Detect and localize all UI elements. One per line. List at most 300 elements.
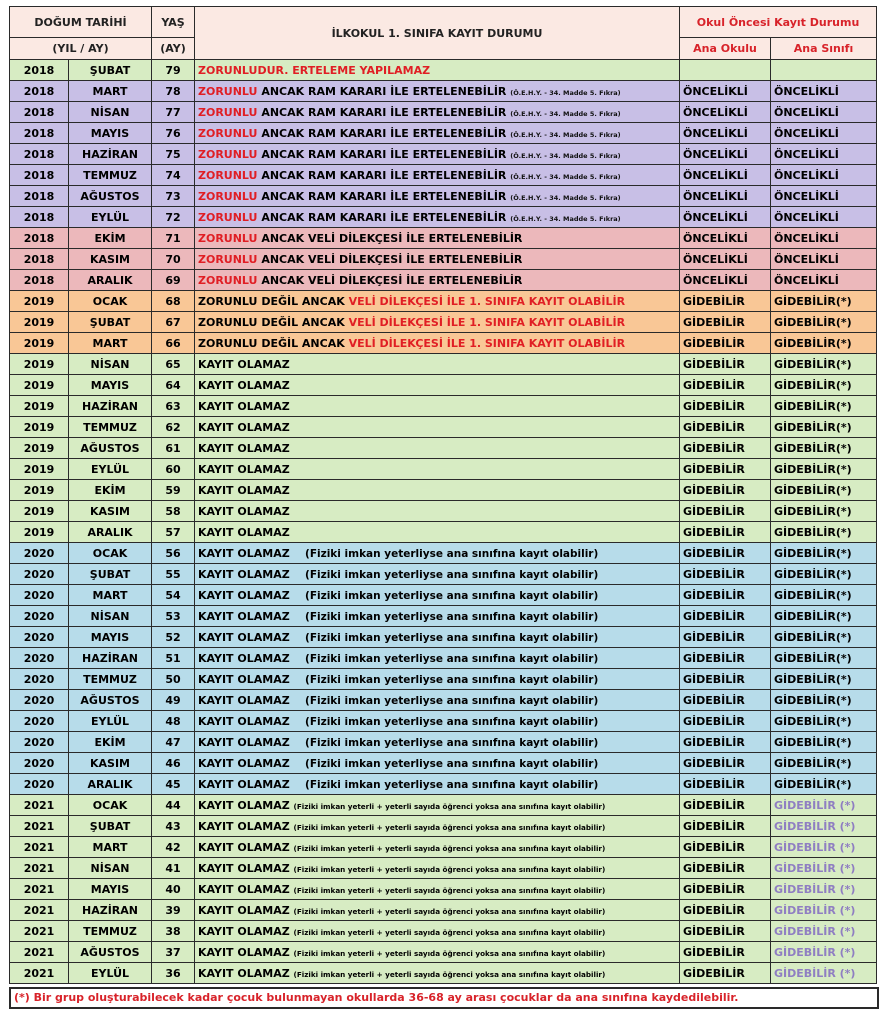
status-cell [195,186,680,207]
table-row [10,963,877,984]
header-yil-ay: (YIL / AY) [10,38,152,60]
age-cell: 76 [152,123,195,144]
age-cell: 36 [152,963,195,984]
age-cell: 56 [152,543,195,564]
month-cell: HAZİRAN [69,144,152,165]
status-veli: ANCAK VELİ DİLEKÇESİ İLE ERTELENEBİLİR [257,231,523,245]
ana-sinifi-cell [771,795,877,816]
status-ram-reference: (Ö.E.H.Y. - 34. Madde 5. Fıkra) [510,214,621,223]
table-row [10,648,877,669]
month-cell: AĞUSTOS [69,438,152,459]
ana-okulu-value: GİDEBİLİR [683,588,745,602]
ana-sinifi-cell [771,438,877,459]
age-cell: 50 [152,669,195,690]
month-cell: KASIM [69,753,152,774]
age-cell: 72 [152,207,195,228]
ana-okulu-value: GİDEBİLİR [683,357,745,371]
table-row [10,879,877,900]
age-cell: 45 [152,774,195,795]
year-cell: 2020 [10,564,69,585]
status-ram: ANCAK RAM KARARI İLE ERTELENEBİLİR [257,84,511,98]
ana-okulu-value: GİDEBİLİR [683,714,745,728]
status-kayit-olamaz: KAYIT OLAMAZ [198,903,290,917]
table-row [10,942,877,963]
status-fiziki-2021: (Fiziki imkan yeterli + yeterli sayıda öğrenci yoksa ana sınıfına kayıt olabilir) [293,843,606,853]
month-cell: OCAK [69,543,152,564]
year-cell: 2020 [10,711,69,732]
status-cell [195,270,680,291]
ana-sinifi-cell [771,417,877,438]
enrollment-sheet [9,6,876,1009]
ana-okulu-cell [680,627,771,648]
status-cell [195,375,680,396]
status-cell [195,522,680,543]
year-cell: 2020 [10,627,69,648]
ana-sinifi-cell [771,81,877,102]
status-cell [195,858,680,879]
status-cell [195,60,680,81]
ana-sinifi-cell [771,648,877,669]
status-kayit-olamaz: KAYIT OLAMAZ [198,420,290,434]
status-kayit-olamaz: KAYIT OLAMAZ [198,504,290,518]
month-cell: TEMMUZ [69,165,152,186]
ana-sinifi-value: ÖNCELİKLİ [774,273,839,287]
ana-sinifi-cell [771,879,877,900]
table-row [10,438,877,459]
month-cell: MART [69,81,152,102]
table-row [10,564,877,585]
ana-sinifi-cell [771,480,877,501]
year-cell: 2020 [10,753,69,774]
year-cell: 2021 [10,921,69,942]
status-fiziki-2021: (Fiziki imkan yeterli + yeterli sayıda öğrenci yoksa ana sınıfına kayıt olabilir) [293,822,606,832]
month-cell: NİSAN [69,354,152,375]
age-cell: 75 [152,144,195,165]
status-cell [195,249,680,270]
age-cell: 41 [152,858,195,879]
ana-sinifi-cell [771,963,877,984]
ana-sinifi-value: GİDEBİLİR(*) [774,567,852,581]
ana-sinifi-value: GİDEBİLİR(*) [774,315,852,329]
status-cell [195,690,680,711]
ana-okulu-value: GİDEBİLİR [683,903,745,917]
ana-sinifi-value: ÖNCELİKLİ [774,147,839,161]
year-cell: 2019 [10,501,69,522]
status-cell [195,753,680,774]
ana-sinifi-cell [771,312,877,333]
year-cell: 2018 [10,270,69,291]
month-cell: AĞUSTOS [69,942,152,963]
year-cell: 2019 [10,459,69,480]
ana-sinifi-cell [771,900,877,921]
status-kayit-olamaz: KAYIT OLAMAZ [198,441,290,455]
ana-sinifi-cell [771,732,877,753]
ana-okulu-value: GİDEBİLİR [683,336,745,350]
status-fiziki-2021: (Fiziki imkan yeterli + yeterli sayıda öğrenci yoksa ana sınıfına kayıt olabilir) [293,885,606,895]
month-cell: ŞUBAT [69,312,152,333]
year-cell: 2019 [10,480,69,501]
status-zorunlu: ZORUNLU [198,126,258,140]
ana-okulu-value: GİDEBİLİR [683,945,745,959]
status-kayit-olamaz: KAYIT OLAMAZ [198,861,290,875]
age-cell: 38 [152,921,195,942]
year-cell: 2019 [10,312,69,333]
status-zorunlu: ZORUNLU [198,168,258,182]
ana-sinifi-value: GİDEBİLİR (*) [774,882,856,896]
year-cell: 2020 [10,690,69,711]
status-kayit-olamaz: KAYIT OLAMAZ [198,378,290,392]
ana-okulu-value: ÖNCELİKLİ [683,231,748,245]
ana-okulu-cell [680,501,771,522]
status-kayit-olamaz: KAYIT OLAMAZ [198,819,290,833]
ana-sinifi-value: ÖNCELİKLİ [774,126,839,140]
ana-okulu-cell [680,606,771,627]
status-ram: ANCAK RAM KARARI İLE ERTELENEBİLİR [257,168,511,182]
ana-okulu-cell [680,249,771,270]
status-fiziki: (Fiziki imkan yeterliyse ana sınıfına kayıt olabilir) [305,589,599,602]
header-ay: (AY) [152,38,195,60]
month-cell: MAYIS [69,627,152,648]
ana-okulu-cell [680,186,771,207]
ana-sinifi-value: GİDEBİLİR(*) [774,483,852,497]
month-cell: HAZİRAN [69,900,152,921]
month-cell: MAYIS [69,375,152,396]
status-cell [195,312,680,333]
table-row [10,375,877,396]
ana-okulu-value: GİDEBİLİR [683,840,745,854]
status-cell [195,879,680,900]
table-row [10,732,877,753]
status-zorunlu: ZORUNLU [198,84,258,98]
year-cell: 2018 [10,249,69,270]
ana-sinifi-cell [771,228,877,249]
ana-okulu-value: GİDEBİLİR [683,798,745,812]
table-row [10,627,877,648]
table-row [10,312,877,333]
table-row [10,900,877,921]
table-row [10,270,877,291]
age-cell: 69 [152,270,195,291]
table-body [10,60,877,984]
ana-sinifi-cell [771,270,877,291]
year-cell: 2018 [10,60,69,81]
ana-sinifi-value: GİDEBİLİR(*) [774,441,852,455]
ana-sinifi-cell [771,585,877,606]
status-ram: ANCAK RAM KARARI İLE ERTELENEBİLİR [257,189,511,203]
ana-okulu-cell [680,396,771,417]
status-kayit-olamaz: KAYIT OLAMAZ [198,777,290,791]
ana-sinifi-cell [771,942,877,963]
age-cell: 47 [152,732,195,753]
status-zorunlu: ZORUNLU [198,189,258,203]
ana-sinifi-cell [771,564,877,585]
year-cell: 2018 [10,102,69,123]
status-kayit-olamaz: KAYIT OLAMAZ [198,735,290,749]
status-kayit-olamaz: KAYIT OLAMAZ [198,651,290,665]
ana-okulu-cell [680,564,771,585]
table-row [10,417,877,438]
status-veli-kayit: VELİ DİLEKÇESİ İLE 1. SINIFA KAYIT OLABİLİR [348,294,626,308]
year-cell: 2021 [10,900,69,921]
ana-okulu-cell [680,375,771,396]
status-kayit-olamaz: KAYIT OLAMAZ [198,462,290,476]
ana-sinifi-cell [771,627,877,648]
status-kayit-olamaz: KAYIT OLAMAZ [198,525,290,539]
month-cell: ŞUBAT [69,564,152,585]
ana-sinifi-value: ÖNCELİKLİ [774,189,839,203]
status-cell [195,921,680,942]
status-kayit-olamaz: KAYIT OLAMAZ [198,882,290,896]
status-zorunlu: ZORUNLU [198,252,258,266]
age-cell: 49 [152,690,195,711]
status-fiziki: (Fiziki imkan yeterliyse ana sınıfına kayıt olabilir) [305,736,599,749]
status-cell [195,711,680,732]
status-cell [195,102,680,123]
year-cell: 2018 [10,165,69,186]
status-kayit-olamaz: KAYIT OLAMAZ [198,714,290,728]
ana-sinifi-cell [771,354,877,375]
status-zorunlu: ZORUNLU [198,231,258,245]
ana-okulu-value: ÖNCELİKLİ [683,189,748,203]
ana-sinifi-value: GİDEBİLİR(*) [774,714,852,728]
ana-sinifi-value: GİDEBİLİR(*) [774,651,852,665]
year-cell: 2020 [10,648,69,669]
year-cell: 2018 [10,186,69,207]
ana-sinifi-cell [771,165,877,186]
year-cell: 2018 [10,207,69,228]
month-cell: EKİM [69,732,152,753]
status-kayit-olamaz: KAYIT OLAMAZ [198,966,290,980]
month-cell: EKİM [69,480,152,501]
month-cell: HAZİRAN [69,396,152,417]
year-cell: 2020 [10,669,69,690]
ana-okulu-value: GİDEBİLİR [683,735,745,749]
ana-sinifi-value: GİDEBİLİR(*) [774,294,852,308]
ana-sinifi-cell [771,186,877,207]
ana-sinifi-value: GİDEBİLİR(*) [774,588,852,602]
year-cell: 2019 [10,396,69,417]
table-row [10,459,877,480]
ana-okulu-cell [680,753,771,774]
age-cell: 63 [152,396,195,417]
table-row [10,123,877,144]
ana-okulu-value: GİDEBİLİR [683,378,745,392]
month-cell: TEMMUZ [69,417,152,438]
ana-okulu-cell [680,354,771,375]
table-row [10,585,877,606]
age-cell: 65 [152,354,195,375]
ana-sinifi-value: GİDEBİLİR(*) [774,756,852,770]
ana-okulu-value: GİDEBİLİR [683,693,745,707]
ana-okulu-value: GİDEBİLİR [683,630,745,644]
ana-sinifi-value: GİDEBİLİR(*) [774,399,852,413]
ana-sinifi-value: GİDEBİLİR(*) [774,735,852,749]
status-fiziki: (Fiziki imkan yeterliyse ana sınıfına kayıt olabilir) [305,757,599,770]
year-cell: 2020 [10,543,69,564]
ana-okulu-value: GİDEBİLİR [683,567,745,581]
age-cell: 62 [152,417,195,438]
table-row [10,774,877,795]
year-cell: 2019 [10,375,69,396]
ana-sinifi-cell [771,102,877,123]
ana-okulu-cell [680,417,771,438]
table-row [10,291,877,312]
status-zorunludur: ZORUNLUDUR. ERTELEME YAPILAMAZ [198,63,431,77]
month-cell: MAYIS [69,123,152,144]
table-row [10,522,877,543]
status-fiziki: (Fiziki imkan yeterliyse ana sınıfına kayıt olabilir) [305,673,599,686]
ana-okulu-cell [680,669,771,690]
ana-okulu-cell [680,900,771,921]
status-cell [195,627,680,648]
header-ilkokul: İLKOKUL 1. SINIFA KAYIT DURUMU [195,7,680,60]
year-cell: 2021 [10,837,69,858]
year-cell: 2018 [10,123,69,144]
year-cell: 2021 [10,963,69,984]
table-row [10,228,877,249]
month-cell: EYLÜL [69,711,152,732]
status-fiziki-2021: (Fiziki imkan yeterli + yeterli sayıda öğrenci yoksa ana sınıfına kayıt olabilir) [293,801,606,811]
ana-sinifi-cell [771,711,877,732]
month-cell: MART [69,585,152,606]
status-ram-reference: (Ö.E.H.Y. - 34. Madde 5. Fıkra) [510,109,621,118]
status-cell [195,942,680,963]
age-cell: 67 [152,312,195,333]
status-kayit-olamaz: KAYIT OLAMAZ [198,357,290,371]
ana-okulu-value: GİDEBİLİR [683,504,745,518]
status-kayit-olamaz: KAYIT OLAMAZ [198,672,290,686]
year-cell: 2019 [10,438,69,459]
ana-sinifi-cell [771,375,877,396]
ana-okulu-value: ÖNCELİKLİ [683,105,748,119]
table-row [10,816,877,837]
ana-okulu-value: GİDEBİLİR [683,441,745,455]
status-cell [195,732,680,753]
ana-sinifi-cell [771,123,877,144]
ana-sinifi-value: ÖNCELİKLİ [774,231,839,245]
status-cell [195,669,680,690]
year-cell: 2019 [10,333,69,354]
status-cell [195,774,680,795]
ana-okulu-cell [680,270,771,291]
age-cell: 40 [152,879,195,900]
ana-sinifi-value: ÖNCELİKLİ [774,168,839,182]
ana-okulu-value: GİDEBİLİR [683,399,745,413]
status-veli-kayit: VELİ DİLEKÇESİ İLE 1. SINIFA KAYIT OLABİLİR [348,315,626,329]
status-fiziki-2021: (Fiziki imkan yeterli + yeterli sayıda öğrenci yoksa ana sınıfına kayıt olabilir) [293,927,606,937]
age-cell: 54 [152,585,195,606]
age-cell: 71 [152,228,195,249]
table-row [10,480,877,501]
ana-okulu-cell [680,921,771,942]
month-cell: ARALIK [69,774,152,795]
year-cell: 2019 [10,354,69,375]
table-row [10,606,877,627]
status-cell [195,648,680,669]
status-cell [195,501,680,522]
age-cell: 74 [152,165,195,186]
month-cell: MAYIS [69,879,152,900]
status-cell [195,585,680,606]
ana-sinifi-value: GİDEBİLİR(*) [774,504,852,518]
ana-sinifi-value: GİDEBİLİR(*) [774,672,852,686]
ana-okulu-value: GİDEBİLİR [683,819,745,833]
ana-okulu-cell [680,207,771,228]
status-fiziki-2021: (Fiziki imkan yeterli + yeterli sayıda öğrenci yoksa ana sınıfına kayıt olabilir) [293,906,606,916]
enrollment-table [9,6,877,984]
year-cell: 2018 [10,144,69,165]
ana-okulu-cell [680,690,771,711]
ana-sinifi-cell [771,144,877,165]
ana-okulu-cell [680,60,771,81]
status-zorunlu: ZORUNLU [198,147,258,161]
table-row [10,837,877,858]
header-ana-okulu: Ana Okulu [680,38,771,60]
table-row [10,543,877,564]
month-cell: OCAK [69,795,152,816]
status-cell [195,900,680,921]
ana-okulu-value: GİDEBİLİR [683,672,745,686]
ana-okulu-value: ÖNCELİKLİ [683,252,748,266]
year-cell: 2020 [10,732,69,753]
month-cell: ARALIK [69,270,152,291]
ana-okulu-cell [680,816,771,837]
ana-sinifi-value: ÖNCELİKLİ [774,84,839,98]
ana-sinifi-value: GİDEBİLİR(*) [774,357,852,371]
month-cell: KASIM [69,501,152,522]
year-cell: 2018 [10,228,69,249]
ana-sinifi-value: ÖNCELİKLİ [774,252,839,266]
ana-okulu-cell [680,858,771,879]
table-row [10,753,877,774]
ana-okulu-value: ÖNCELİKLİ [683,168,748,182]
status-cell [195,291,680,312]
age-cell: 37 [152,942,195,963]
status-kayit-olamaz: KAYIT OLAMAZ [198,693,290,707]
ana-okulu-cell [680,81,771,102]
ana-okulu-value: GİDEBİLİR [683,462,745,476]
ana-sinifi-cell [771,543,877,564]
ana-sinifi-value: GİDEBİLİR (*) [774,924,856,938]
status-fiziki-2021: (Fiziki imkan yeterli + yeterli sayıda öğrenci yoksa ana sınıfına kayıt olabilir) [293,948,606,958]
month-cell: KASIM [69,249,152,270]
status-ram-reference: (Ö.E.H.Y. - 34. Madde 5. Fıkra) [510,88,621,97]
status-cell [195,207,680,228]
year-cell: 2021 [10,795,69,816]
status-cell [195,438,680,459]
ana-okulu-value: GİDEBİLİR [683,966,745,980]
status-cell [195,396,680,417]
month-cell: EYLÜL [69,459,152,480]
ana-sinifi-value: GİDEBİLİR(*) [774,462,852,476]
status-cell [195,333,680,354]
ana-sinifi-value: GİDEBİLİR (*) [774,966,856,980]
ana-sinifi-cell [771,60,877,81]
ana-sinifi-cell [771,690,877,711]
year-cell: 2021 [10,816,69,837]
ana-sinifi-cell [771,753,877,774]
header-okul-oncesi: Okul Öncesi Kayıt Durumu [680,7,877,38]
ana-okulu-cell [680,123,771,144]
ana-sinifi-cell [771,837,877,858]
status-ram: ANCAK RAM KARARI İLE ERTELENEBİLİR [257,126,511,140]
status-veli: ANCAK VELİ DİLEKÇESİ İLE ERTELENEBİLİR [257,273,523,287]
table-row [10,60,877,81]
status-zorunlu: ZORUNLU [198,210,258,224]
status-fiziki: (Fiziki imkan yeterliyse ana sınıfına kayıt olabilir) [305,610,599,623]
status-cell [195,228,680,249]
ana-sinifi-cell [771,606,877,627]
